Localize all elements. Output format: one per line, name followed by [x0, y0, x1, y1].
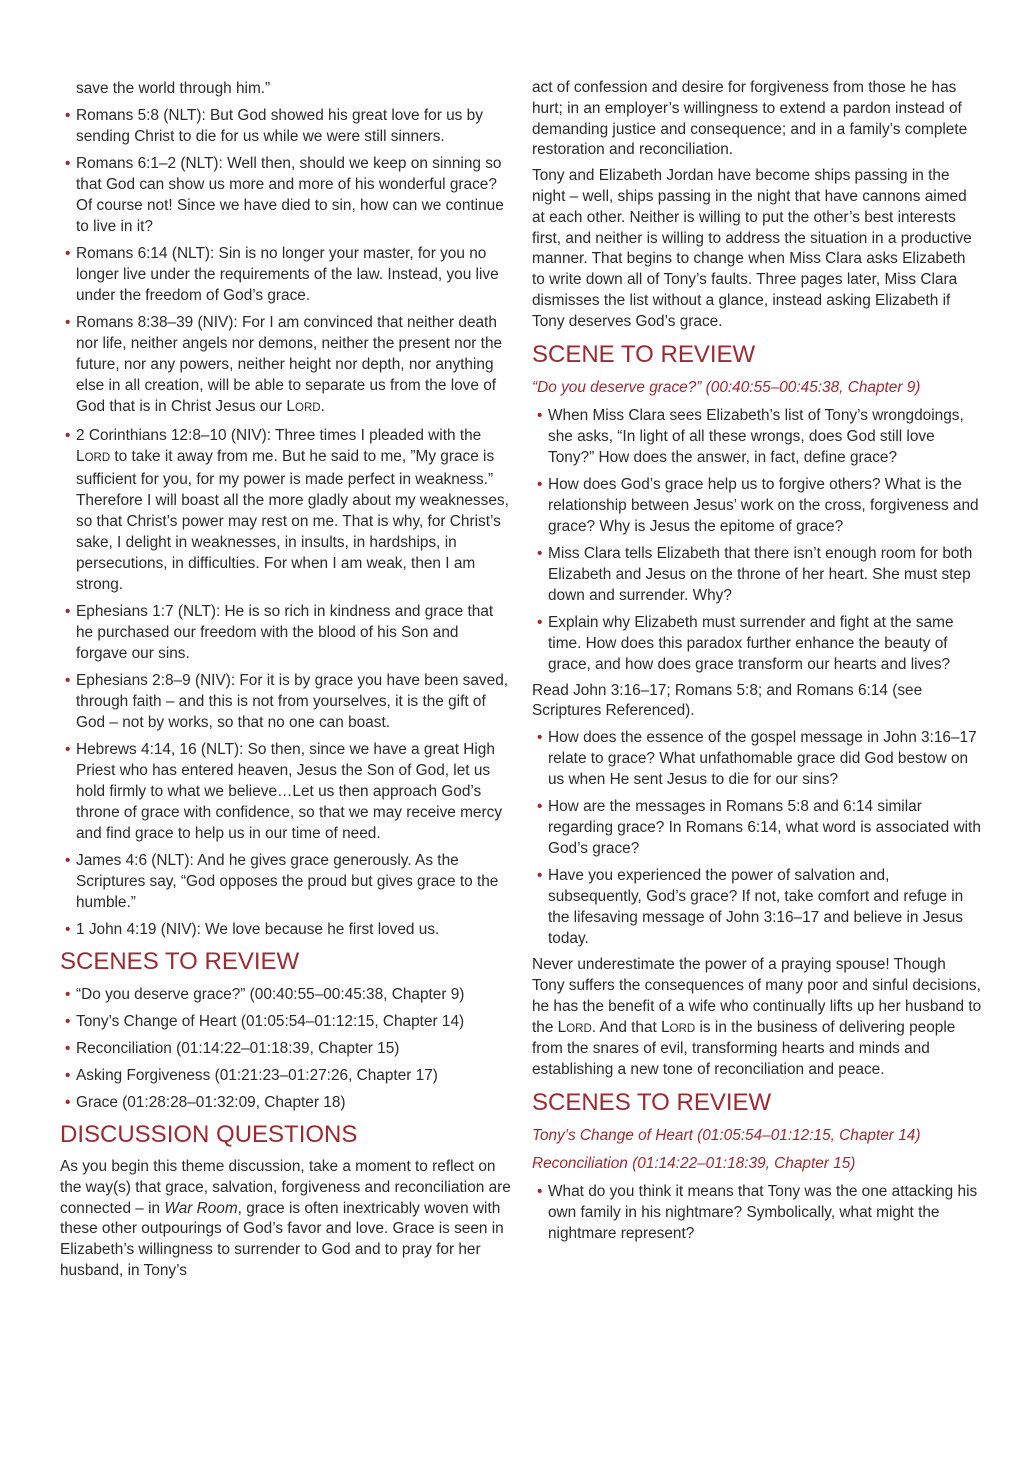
verse-text: 2 Corinthians 12:8–10 (NIV): Three times I pleaded with the L: [76, 427, 482, 465]
scene-to-review-heading: SCENE TO REVIEW: [532, 340, 756, 368]
scenes-to-review-heading-2: SCENES TO REVIEW: [532, 1088, 772, 1116]
question-item: • When Miss Clara sees Elizabeth’s list of Tony’s wrongdoings, she asks, “In light of all these wrongs, does God still love Tony?” How does the answer, in fact, define grace?: [532, 405, 982, 468]
verse-romans-6-1: • Romans 6:1–2 (NLT): Well then, should we keep on sinning so that God can show us more and more of his wonderful grace? Of course not! Since we have died to sin, how can we continue to live in it?: [60, 153, 512, 237]
verse-1-john-4-19: • 1 John 4:19 (NIV): We love because he first loved us.: [60, 919, 512, 940]
verse-ephesians-2-8: • Ephesians 2:8–9 (NIV): For it is by grace you have been saved, through faith – and this is not from yourselves, it is the gift of God – not by works, so that no one can boast.: [60, 670, 512, 733]
praying-spouse-paragraph: [532, 955, 982, 1081]
verse-romans-6-14: • Romans 6:14 (NLT): Sin is no longer your master, for you no longer live under the requirements of the law. Instead, you live under the freedom of God’s grace.: [60, 243, 512, 306]
lord-small-caps: ORD: [669, 1022, 696, 1035]
lord-small-caps: ORD: [84, 452, 111, 464]
read-scriptures-paragraph: Read John 3:16–17; Romans 5:8; and Romans 6:14 (see Scriptures Referenced).: [532, 681, 923, 720]
scene-item: • “Do you deserve grace?” (00:40:55–00:45:38, Chapter 9): [60, 984, 512, 1005]
lord-small-caps: ORD: [566, 1022, 592, 1035]
verse-hebrews-4-14: • Hebrews 4:14, 16 (NLT): So then, since we have a great High Priest who has entered heaven, Jesus the Son of God, let us hold firmly to what we believe…Let us then approach God’s throne of grace with confidence, so that we may receive mercy and find grace to help us in our time of need.: [60, 739, 512, 844]
question-item: • What do you think it means that Tony was the one attacking his own family in his nightmare? Symbolically, what might the nightmare represent?: [532, 1181, 982, 1244]
paragraph-text-b: . And that L: [591, 1018, 670, 1036]
right-column: [532, 78, 982, 1250]
verse-ephesians-1-7: • Ephesians 1:7 (NLT): He is so rich in kindness and grace that he purchased our freedom with the blood of his Son and forgave our sins.: [60, 601, 512, 664]
scene-subtitle: Tony’s Change of Heart (01:05:54–01:12:15, Chapter 14): [532, 1126, 921, 1144]
scene-subtitle: “Do you deserve grace?” (00:40:55–00:45:38, Chapter 9): [532, 378, 921, 396]
scene-subtitle: Reconciliation (01:14:22–01:18:39, Chapter 15): [532, 1154, 856, 1172]
continued-verse-line: save the world through him.”: [76, 80, 271, 97]
scene-item: • Reconciliation (01:14:22–01:18:39, Chapter 15): [60, 1038, 512, 1059]
verse-text: Romans 8:38–39 (NIV): For I am convinced that neither death nor life, neither angels nor demons, neither the present nor the future, nor any powers, neither height nor depth, nor anything else in all creation, will be able to separate us from the love of God that is in Christ Jesus our L: [76, 314, 503, 415]
question-item: • How does the essence of the gospel message in John 3:16–17 relate to grace? What unfathomable grace did God bestow on us when He sent Jesus to die for our sins?: [532, 727, 982, 790]
question-item: • How does God’s grace help us to forgive others? What is the relationship between Jesus’ work on the cross, forgiveness and grace? Why is Jesus the epitome of grace?: [532, 474, 982, 537]
left-column: [60, 78, 512, 1287]
verse-tail: .: [320, 398, 325, 415]
discussion-intro: [60, 1157, 512, 1282]
question-item: • Miss Clara tells Elizabeth that there isn’t enough room for both Elizabeth and Jesus on the throne of her heart. She must step down and surrender. Why?: [532, 543, 982, 606]
question-item: • How are the messages in Romans 5:8 and 6:14 similar regarding grace? In Romans 6:14, what word is associated with God’s grace?: [532, 796, 982, 859]
verse-romans-8-38: [60, 312, 512, 419]
intro-paragraph: Tony and Elizabeth Jordan have become ships passing in the night – well, ships passing in the night that have cannons aimed at each other. Neither is willing to put the other’s best interests first, and neither is willing to address the situation in a productive manner. That begins to change when Miss Clara asks Elizabeth to write down all of Tony’s faults. Three pages later, Miss Clara dismisses the list without a glance, instead asking Elizabeth if Tony deserves God’s grace.: [532, 167, 972, 330]
scene-item: • Asking Forgiveness (01:21:23–01:27:26, Chapter 17): [60, 1065, 512, 1086]
intro-continued: act of confession and desire for forgiveness from those he has hurt; in an employer’s willingness to extend a pardon instead of demanding justice and consequence; and in a family’s complete restoration and reconciliation.: [532, 79, 968, 159]
film-title: War Room: [164, 1199, 238, 1217]
lord-small-caps: ORD: [295, 402, 321, 414]
scene-item: • Grace (01:28:28–01:32:09, Chapter 18): [60, 1092, 512, 1113]
discussion-questions-heading: DISCUSSION QUESTIONS: [60, 1121, 358, 1148]
question-item: • Have you experienced the power of salvation and, subsequently, God’s grace? If not, take comfort and refuge in the lifesaving message of John 3:16–17 and believe in Jesus today.: [532, 865, 982, 949]
scene-item: • Tony’s Change of Heart (01:05:54–01:12:15, Chapter 14): [60, 1011, 512, 1032]
scenes-to-review-heading: SCENES TO REVIEW: [60, 948, 300, 975]
verse-james-4-6: • James 4:6 (NLT): And he gives grace generously. As the Scriptures say, “God opposes the proud but gives grace to the humble.”: [60, 850, 512, 913]
discussion-text-a: As you begin this theme discussion, take a moment to reflect on the way(s) that grace, salvation, forgiveness and reconciliation are connected – in: [60, 1158, 511, 1217]
discussion-text-b: , grace is often inextricably woven with these other outpourings of God’s favor and love. Grace is seen in Elizabeth’s willingness to surrender to God and to pray for her husband, in Tony’s: [60, 1199, 504, 1279]
verse-romans-5-8: • Romans 5:8 (NLT): But God showed his great love for us by sending Christ to die for us while we were still sinners.: [60, 105, 512, 147]
verse-2-corinthians-12-8: [60, 425, 512, 595]
paragraph-text-a: Never underestimate the power of a praying spouse! Though Tony suffers the consequences of many poor and sinful decisions, he has the benefit of a wife who continually lifts up her husband to the L: [532, 956, 982, 1036]
question-item: • Explain why Elizabeth must surrender and fight at the same time. How does this paradox further enhance the beauty of grace, and how does grace transform our hearts and lives?: [532, 612, 982, 675]
verse-tail: to take it away from me. But he said to me, ”My grace is sufficient for you, for my power is made perfect in weakness.” Therefore I will boast all the more gladly about my weaknesses, so that Christ’s power may rest on me. That is why, for Christ’s sake, I delight in weaknesses, in insults, in hardships, in persecutions, in difficulties. For when I am weak, then I am strong.: [76, 448, 509, 593]
paragraph-text-c: is in the business of delivering people from the snares of evil, transforming hearts and minds and establishing a new tone of reconciliation and peace.: [532, 1018, 956, 1079]
